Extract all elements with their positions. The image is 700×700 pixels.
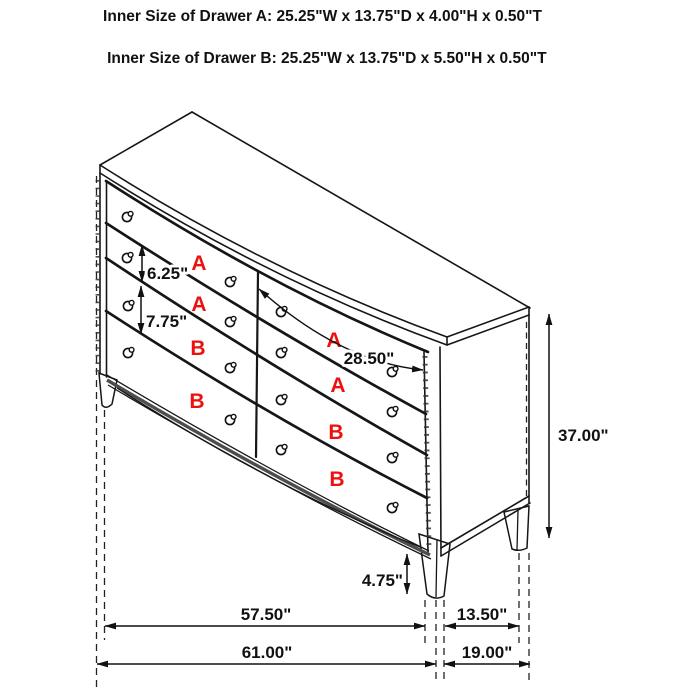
dim-label-leg-height: 4.75": [361, 571, 403, 590]
drawer-label-right-4: B: [329, 468, 345, 491]
drawer-label-left-2: A: [191, 293, 207, 316]
drawer-knob: [225, 316, 236, 326]
header-text: [0, 6, 645, 69]
drawer-knob: [122, 252, 133, 262]
center-divider: [256, 272, 258, 457]
front-right-leg: [419, 534, 450, 598]
drawer-knob: [276, 347, 287, 357]
dim-label-front-width-inner: 57.50": [240, 605, 292, 624]
front-left-leg: [99, 373, 117, 407]
dim-label-side-depth-inner: 13.50": [456, 605, 508, 624]
drawer-knob: [387, 502, 398, 512]
drawer-label-right-2: A: [330, 374, 346, 397]
drawer-knob: [387, 406, 398, 416]
drawer-knob: [225, 414, 236, 424]
drawer-knob: [123, 347, 134, 357]
face-bottom-edge: [107, 375, 429, 551]
dimension-labels: [146, 264, 609, 662]
drawer-knob: [123, 300, 134, 310]
dim-label-drawer-width: 28.50": [343, 349, 395, 368]
dim-label-total-height: 37.00": [558, 426, 609, 445]
drawer-label-right-3: B: [328, 421, 344, 444]
drawer-b-inner-size: Inner Size of Drawer B: 25.25"W x 13.75"D x 5.50"H x 0.50"T: [107, 50, 547, 67]
dresser-top: [100, 112, 530, 345]
drawer-a-inner-size: Inner Size of Drawer A: 25.25"W x 13.75"D x 4.00"H x 0.50"T: [103, 8, 542, 25]
drawer-knob: [276, 394, 287, 404]
dresser-legs: [99, 373, 529, 598]
drawer-type-labels: [189, 252, 345, 491]
drawer-label-left-1: A: [191, 252, 207, 275]
dim-label-drawer-a-front: 6.25": [147, 264, 189, 283]
dim-label-front-width-total: 61.00": [241, 643, 293, 662]
drawer-knob: [276, 444, 287, 454]
dimension-arrows: [97, 245, 549, 664]
drawer-knob: [225, 276, 236, 286]
dim-label-side-depth-total: 19.00": [461, 643, 513, 662]
drawer-label-left-3: B: [190, 337, 206, 360]
drawer-label-left-4: B: [189, 390, 205, 413]
dim-label-drawer-b-front: 7.75": [146, 312, 188, 331]
drawer-knob: [225, 362, 236, 372]
back-right-leg: [504, 506, 529, 550]
drawer-knob: [387, 452, 398, 462]
drawer-knob: [122, 211, 133, 221]
drawer-label-right-1: A: [326, 329, 342, 352]
